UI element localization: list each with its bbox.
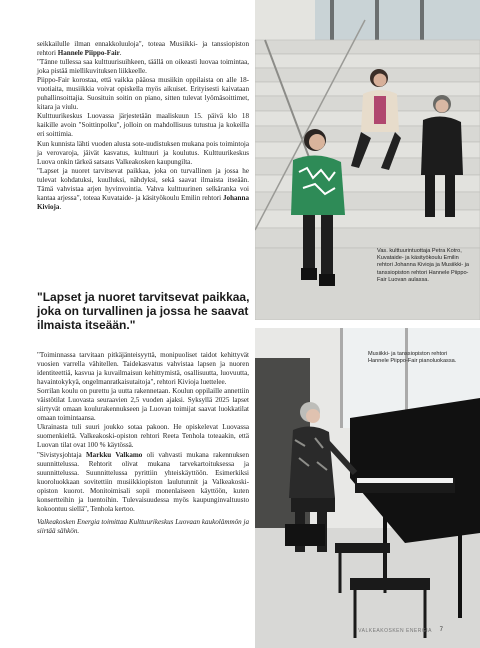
person-name: Hannele Piippo-Fair: [57, 49, 120, 58]
article-paragraph: Sorrilan koulu on purettu ja uutta rakennetaan. Koulun oppilaille annettiin väistötilat Luovasta seuraavien 2,5 vuoden ajaksi. Syksyllä 2025 lapset siirtyvät omaan koulurakennukseen ja Luovan toimijat saavat luokkatilat omaan toimintaansa.: [37, 387, 249, 423]
publication-footer: VALKEAKOSKEN ENERGIA: [358, 628, 432, 634]
article-paragraph: Ukrainasta tuli suuri joukko sotaa pakoon. He opiskelevat Luovassa suomenkieltä. Valkeakoski-opiston rehtori Reeta Tenhola toteaakin, että Luovan tilat ovat 100 % käytössä.: [37, 423, 249, 450]
article-paragraph: seikkailulle ilman ennakkoluuloja", toteaa Musiikki- ja tanssiopiston rehtori Hannele Piippo-Fair.: [37, 40, 249, 58]
pull-quote: "Lapset ja nuoret tarvitsevat paikkaa, joka on turvallinen ja jossa he saavat ilmaista itseään.": [37, 290, 250, 332]
page-number: 7: [439, 627, 443, 633]
article-column-bottom: [37, 351, 249, 536]
article-paragraph: "Lapset ja nuoret tarvitsevat paikkaa, joka on turvallinen ja jossa he tulevat kohdatuksi, kuulluksi, nähdyksi, sekä saavat ilmaista itseään. Tämä vahvistaa arjen hyvinvointia. Vahva kulttuurinen selkäranka voi kantaa arjessa", toteaa Kuvataide- ja käsityökoulu Emilin rehtori Johanna Kivioja.: [37, 166, 249, 211]
article-column-top: [37, 40, 249, 212]
article-paragraph: "Sivistysjohtaja Markku Valkamo oli vahvasti mukana rakennuksen suunnittelussa. Rehtorit olivat mukana tarvekartoituksessa ja suunnittelussa. Suunnittelussa pyrittiin yhteiskäyttöön. Esimerkiksi kuoroluokkaan sovitettiin musiikkiopiston laulutunnit ja Valkeakoski-opiston kuorot. Monitoimisali sopii monenlaiseen käyttöön, kuten konsertteihin ja luentoihin. Tulevaisuudessa myös kaupunginvaltuusto kokoontuu siellä", Tenhola kertoo.: [37, 450, 249, 513]
closing-note: Valkeakosken Energia toimittaa Kulttuurikeskus Luovaan kaukolämmön ja siirtää sähkön.: [37, 517, 249, 535]
person-name: Johanna Kivioja: [37, 193, 249, 211]
article-paragraph: "Tänne tullessa saa kulttuurisuihkeen, täällä on oikeasti luovaa toimintaa, joka pistää miellikuvituksen liikkeelle.: [37, 58, 249, 76]
article-paragraph: "Toiminnassa tarvitaan pitkäjänteisyyttä, monipuoliset taidot kehittyvät vuosien varrella vähitellen. Taidekasvatus vahvistaa lapsen ja nuoren identiteettiä, kasvua ja kuvailmaisun kehittymistä, osallisuutta, luovuutta, havaintokykyä, ongelmanratkaisutaitoja", rehtori Kivioja luettelee.: [37, 351, 249, 387]
person-name: Markku Valkamo: [85, 450, 143, 459]
article-paragraph: Kulttuurikeskus Luovassa järjestetään maaliskuun 15. päivä klo 18 kaikille avoin "Soittinpolku", jolloin on mahdollisuus tutustua ja kokeilla eri soittimia.: [37, 112, 249, 139]
photo2-caption: Musiikki- ja tanssiopiston rehtori Hannele Piippo-Fair pianoluokassa.: [368, 351, 457, 365]
photo1-caption: Vas. kulttuurintuottaja Petra Kotro, Kuvataide- ja käsityökoulu Emilin rehtori Johanna Kivioja ja Musiikki- ja tanssiopiston rehtori Hannele Piippo-Fair Luovan aulassa.: [377, 248, 470, 283]
article-paragraph: Piippo-Fair korostaa, että vaikka pääosa musiikin oppilaista on alle 18-vuotiaita, musiikkia voivat opiskella myös aikuiset. Erityisesti kaivataan puhallinsoittajia. Suosituin soitin on piano, sitten tulevat lyömäsoittimet, kitara ja viulu.: [37, 76, 249, 112]
photo-woman-at-piano: [255, 328, 480, 648]
piano-photo-illustration: [255, 328, 480, 648]
article-paragraph: Kun kunnista lähti vuoden alusta sote-uudistuksen mukana pois toimintoja ja verovaroja, jäivät kasvatus, kulttuuri ja koulutus. Kulttuurikeskus Luova onkin tärkeä satsaus Valkeakosken kaupungilta.: [37, 139, 249, 166]
